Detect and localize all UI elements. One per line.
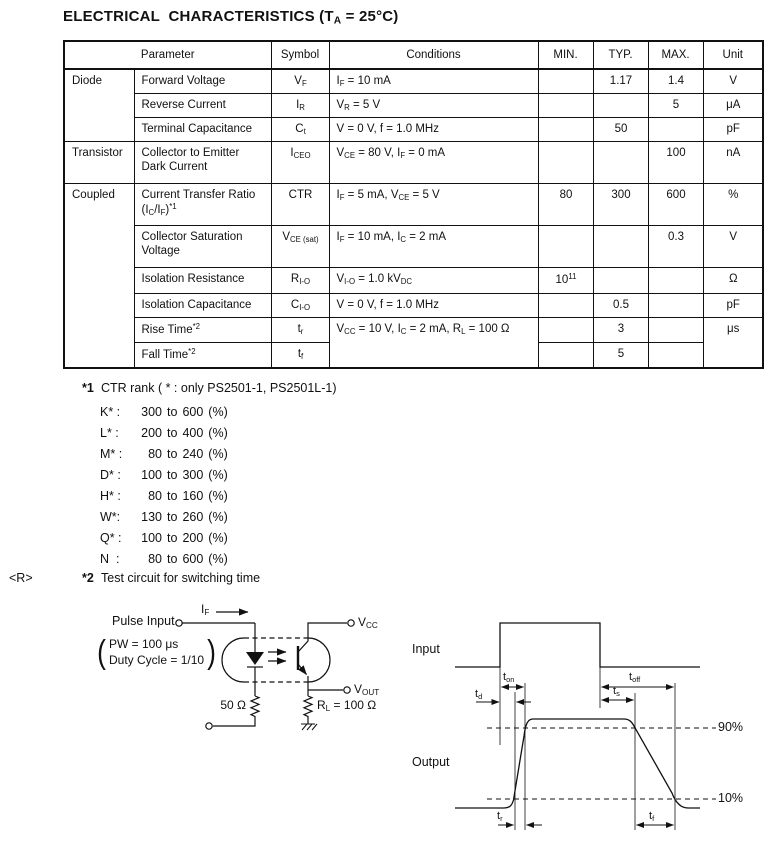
cell-unit: pF [703, 293, 763, 317]
rank-label: M* : [100, 447, 123, 461]
cell-symbol: $t_r$ [271, 317, 329, 342]
cell-parameter: Fall Time$^{*2}$ [134, 342, 271, 368]
output-label: Output [412, 755, 450, 769]
cell-conditions: $I_F = 10$ mA [329, 69, 538, 93]
rank-label: N : [100, 552, 120, 566]
rank-to: 240 [182, 447, 204, 461]
cell-min [538, 225, 593, 267]
header-symbol: Symbol [271, 41, 329, 69]
table-row [64, 183, 763, 225]
rank-label: D* : [100, 468, 121, 482]
rank-to: 300 [182, 468, 204, 482]
vcc-terminal [348, 620, 354, 626]
header-typ: TYP. [593, 41, 648, 69]
cell-parameter: Current Transfer Ratio $(I_C/I_F)^{*1}$ [134, 183, 271, 225]
ctr-rank-row [100, 465, 228, 486]
package-outline [222, 638, 330, 682]
cell-typ: 5 [593, 342, 648, 368]
bracket-close: ) [207, 633, 216, 670]
rank-from: 300 [141, 405, 162, 419]
pulse-condition-bracket [96, 635, 217, 668]
cell-min [538, 117, 593, 141]
rank-label: L* : [100, 426, 119, 440]
rank-to: 260 [182, 510, 204, 524]
ctr-rank-row [100, 444, 228, 465]
cell-symbol: $V_{CE (sat)}$ [271, 225, 329, 267]
header-min: MIN. [538, 41, 593, 69]
cell-unit: V [703, 69, 763, 93]
cell-group: Transistor [64, 141, 134, 183]
cell-typ: 50 [593, 117, 648, 141]
rank-from: 130 [141, 510, 162, 524]
cell-conditions: $I_F = 5$ mA, $V_{CE} = 5$ V [329, 183, 538, 225]
ctr-rank-row [100, 486, 228, 507]
rank-pct: (%) [208, 468, 228, 482]
vout-terminal [344, 687, 350, 693]
rank-mid: to [167, 489, 178, 503]
cell-max [648, 267, 703, 293]
cell-unit: Ω [703, 267, 763, 293]
test-circuit-diagram [0, 595, 771, 859]
note2-marker: *2 [82, 571, 94, 585]
cell-conditions: $V_R = 5$ V [329, 93, 538, 117]
vout-label: $V_{OUT}$ [354, 682, 380, 698]
table-row [64, 141, 763, 183]
rl-label: $R_L = 100$ Ω [317, 698, 377, 714]
note1-text: CTR rank ( * : only PS2501-1, PS2501L-1) [101, 381, 337, 395]
rank-pct: (%) [208, 531, 228, 545]
td-label: $t_d$ [475, 688, 483, 701]
rank-pct: (%) [208, 552, 228, 566]
cell-min [538, 69, 593, 93]
table-row [64, 317, 763, 342]
cell-symbol: $C_{I-O}$ [271, 293, 329, 317]
bracket-open: ( [97, 633, 106, 670]
cell-conditions: $V_{CE} = 80$ V, $I_F = 0$ mA [329, 141, 538, 183]
duty-cycle-label: Duty Cycle = 1/10 [109, 652, 205, 667]
vcc-label: $V_{CC}$ [358, 615, 378, 631]
cell-parameter: Collector Saturation Voltage [134, 225, 271, 267]
cell-min [538, 293, 593, 317]
cell-parameter: Terminal Capacitance [134, 117, 271, 141]
note2-text: Test circuit for switching time [101, 571, 261, 585]
cell-group: Coupled [64, 183, 134, 368]
cell-symbol: $C_t$ [271, 117, 329, 141]
switching-waveform [455, 623, 716, 830]
rank-to: 600 [182, 552, 204, 566]
cell-typ: 1.17 [593, 69, 648, 93]
ctr-rank-row [100, 507, 228, 528]
cell-parameter: Forward Voltage [134, 69, 271, 93]
cell-conditions: $V_{I-O} = 1.0$ $kV_{DC}$ [329, 267, 538, 293]
note-ctr-rank [82, 381, 337, 395]
input-pulse-trace [455, 623, 700, 667]
note1-marker: *1 [82, 381, 94, 395]
pw-label: PW = 100 μs [109, 636, 179, 651]
note-test-circuit [82, 571, 260, 585]
cell-parameter: Collector to Emitter Dark Current [134, 141, 271, 183]
cell-min [538, 342, 593, 368]
cell-typ [593, 141, 648, 183]
tf-label: $t_f$ [649, 810, 655, 823]
cell-conditions: V = 0 V, f = 1.0 MHz [329, 117, 538, 141]
cell-max [648, 317, 703, 342]
table-row [64, 69, 763, 93]
cell-typ: 300 [593, 183, 648, 225]
pulse-input-label: Pulse Input [112, 614, 175, 628]
output-trace [455, 719, 700, 808]
ts-label: $t_s$ [613, 685, 620, 698]
cell-typ [593, 267, 648, 293]
cell-max: 600 [648, 183, 703, 225]
if-label: $I_F$ [201, 602, 210, 618]
cell-symbol: $R_{I-O}$ [271, 267, 329, 293]
cell-max [648, 293, 703, 317]
toff-label: $t_{off}$ [629, 671, 641, 684]
table-header-row [64, 41, 763, 69]
cell-group: Diode [64, 69, 134, 141]
cell-symbol: $I_{CEO}$ [271, 141, 329, 183]
rl-resistor [304, 690, 312, 724]
table-row [64, 93, 763, 117]
rank-to: 160 [182, 489, 204, 503]
rank-pct: (%) [208, 426, 228, 440]
cell-max: 0.3 [648, 225, 703, 267]
rank-to: 200 [182, 531, 204, 545]
rank-pct: (%) [208, 510, 228, 524]
cell-max: 1.4 [648, 69, 703, 93]
table-row [64, 117, 763, 141]
cell-typ: 0.5 [593, 293, 648, 317]
coupling-arrows-icon [268, 652, 286, 661]
table-row [64, 225, 763, 267]
rank-mid: to [167, 468, 178, 482]
cell-symbol: $t_f$ [271, 342, 329, 368]
level-10-label: 10% [718, 791, 744, 805]
rank-from: 100 [141, 468, 162, 482]
cell-min: $10^{11}$ [538, 267, 593, 293]
cell-symbol: CTR [271, 183, 329, 225]
page-title: ELECTRICAL CHARACTERISTICS $(T_A = 25^\circ C)$ [63, 8, 399, 27]
cell-min [538, 93, 593, 117]
rank-label: Q* : [100, 531, 122, 545]
cell-conditions: V = 0 V, f = 1.0 MHz [329, 293, 538, 317]
return-terminal [206, 723, 212, 729]
cell-typ [593, 225, 648, 267]
ctr-rank-row [100, 423, 228, 444]
cell-conditions: $V_{CC} = 10$ V, $I_C = 2$ mA, $R_L = 100$ Ω [329, 317, 538, 368]
cell-max: 100 [648, 141, 703, 183]
cell-unit: μA [703, 93, 763, 117]
cell-max [648, 117, 703, 141]
rank-from: 80 [148, 489, 162, 503]
r50-label: 50 Ω [220, 698, 246, 712]
ctr-rank-row [100, 549, 228, 570]
timing-arrows [476, 687, 674, 825]
rank-mid: to [167, 510, 178, 524]
table-row [64, 293, 763, 317]
cell-conditions: $I_F = 10$ mA, $I_C = 2$ mA [329, 225, 538, 267]
rank-mid: to [167, 426, 178, 440]
rank-to: 600 [182, 405, 204, 419]
guide-lines [500, 667, 675, 830]
cell-parameter: Reverse Current [134, 93, 271, 117]
cell-unit: μs [703, 317, 763, 368]
cell-symbol: $I_R$ [271, 93, 329, 117]
revision-marker: <R> [9, 571, 33, 585]
cell-parameter: Isolation Resistance [134, 267, 271, 293]
rank-mid: to [167, 405, 178, 419]
cell-unit: % [703, 183, 763, 225]
cell-unit: V [703, 225, 763, 267]
cell-parameter: Isolation Capacitance [134, 293, 271, 317]
rank-to: 400 [182, 426, 204, 440]
header-max: MAX. [648, 41, 703, 69]
cell-parameter: Rise Time$^{*2}$ [134, 317, 271, 342]
cell-max [648, 342, 703, 368]
rank-from: 100 [141, 531, 162, 545]
rank-pct: (%) [208, 405, 228, 419]
header-conditions: Conditions [329, 41, 538, 69]
rank-from: 80 [148, 552, 162, 566]
cell-typ [593, 93, 648, 117]
pulse-input-terminal [176, 620, 182, 626]
tr-label: $t_r$ [497, 810, 503, 823]
rank-from: 80 [148, 447, 162, 461]
ton-label: $t_{on}$ [503, 671, 515, 684]
cell-typ: 3 [593, 317, 648, 342]
rank-mid: to [167, 447, 178, 461]
ctr-rank-list [100, 402, 228, 570]
led-symbol [246, 652, 264, 696]
phototransistor-symbol [298, 623, 347, 690]
cell-unit: nA [703, 141, 763, 183]
cell-symbol: $V_F$ [271, 69, 329, 93]
level-90-label: 90% [718, 720, 744, 734]
rank-label: K* : [100, 405, 121, 419]
cell-min [538, 317, 593, 342]
rank-from: 200 [141, 426, 162, 440]
cell-unit: pF [703, 117, 763, 141]
ctr-rank-row [100, 528, 228, 549]
table-row [64, 267, 763, 293]
header-parameter: Parameter [64, 41, 271, 69]
cell-min: 80 [538, 183, 593, 225]
rank-mid: to [167, 531, 178, 545]
rank-pct: (%) [208, 447, 228, 461]
ctr-rank-row [100, 402, 228, 423]
input-label: Input [412, 642, 440, 656]
rank-label: W*: [100, 510, 121, 524]
cell-max: 5 [648, 93, 703, 117]
ground-icon [301, 724, 317, 730]
rank-mid: to [167, 552, 178, 566]
header-unit: Unit [703, 41, 763, 69]
rank-label: H* : [100, 489, 121, 503]
cell-min [538, 141, 593, 183]
electrical-characteristics-table [63, 40, 764, 369]
rank-pct: (%) [208, 489, 228, 503]
